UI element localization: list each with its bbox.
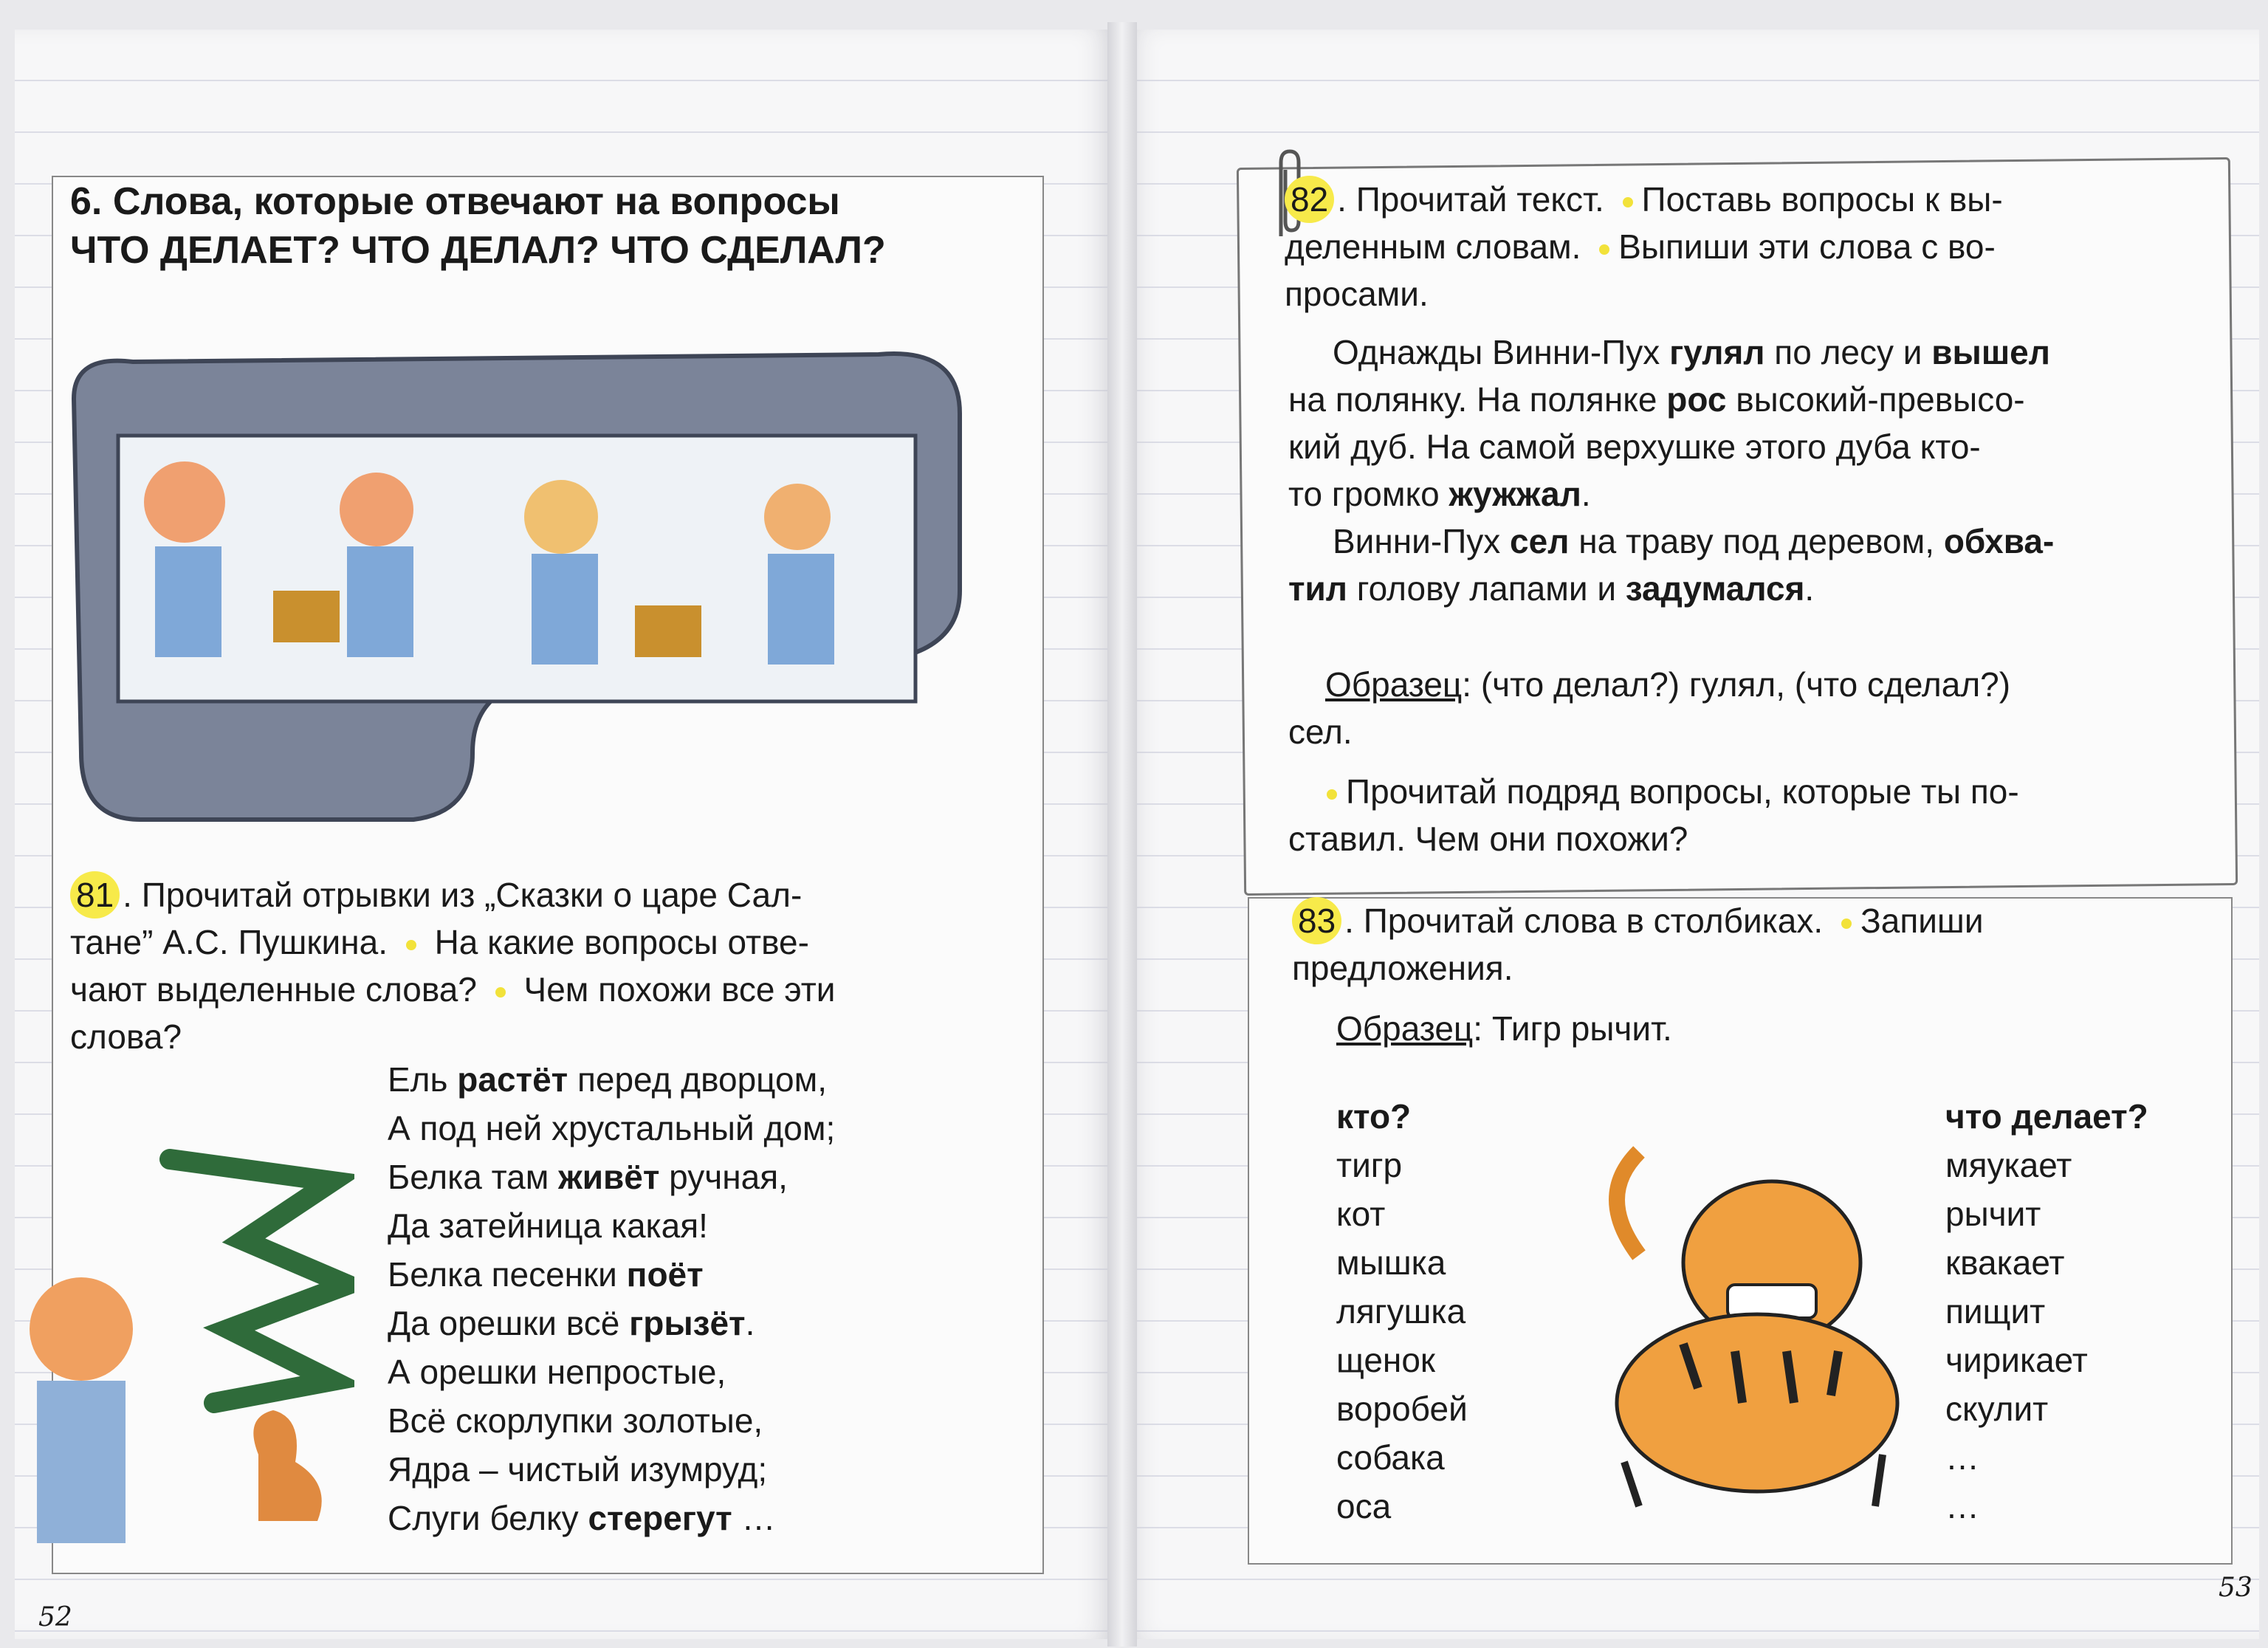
list-item: мяукает [1945,1146,2072,1184]
exercise-83-number: 83 [1292,897,1341,944]
page-number-left: 52 [38,1602,72,1632]
ex81-line2b: На какие вопросы отве- [434,923,809,961]
film-strip-illustration [30,310,1004,827]
exercise-82-number: 82 [1285,176,1334,223]
list-item: воробей [1336,1390,1468,1428]
list-item: … [1945,1438,1979,1477]
sample-label: Образец [1336,1009,1474,1048]
ex82-intro-3: просами. [1285,275,1429,313]
bullet-icon [1327,789,1337,800]
list-item: лягушка [1336,1292,1466,1331]
column-does-what-header: что делает? [1945,1097,2148,1136]
exercise-81 [70,871,1030,1060]
section-title [70,177,1030,275]
ex82-sample: Образец: (что делал?) гулял, (что сделал?) сел. [1288,665,2011,751]
ex82-intro-1b: Поставь вопросы к вы- [1641,180,2003,219]
bullet-icon [495,987,506,998]
column-does-what [1945,1093,2226,1531]
section-title-line2: ЧТО ДЕЛАЕТ? ЧТО ДЕЛАЛ? ЧТО СДЕЛАЛ? [70,229,886,272]
poem-line: Да орешки всё грызёт. [388,1304,755,1342]
ex81-line2a: тане” А.С. Пушкина. [70,923,388,961]
list-item: рычит [1945,1195,2041,1233]
page-number-right: 53 [2219,1573,2252,1603]
ex82-intro-2a: деленным словам. [1285,227,1581,266]
ex81-line1: . Прочитай отрывки из „Сказки о царе Сал- [123,876,803,914]
bullet-icon [1599,244,1609,255]
ex81-line4: слова? [70,1017,182,1056]
poem-line: Слуги белку стерегут … [388,1499,776,1537]
list-item: тигр [1336,1146,1403,1184]
ex81-line3a: чают выделенные слова? [70,970,477,1009]
list-item: собака [1336,1438,1445,1477]
section-title-line1: 6. Слова, которые отвечают на вопросы [70,180,840,223]
list-item: щенок [1336,1341,1436,1379]
tiger-illustration [1550,1137,1949,1521]
column-who-header: кто? [1336,1097,1412,1136]
poem-line: А под ней хрустальный дом; [388,1109,836,1147]
list-item: чирикает [1945,1341,2088,1379]
bullet-icon [1623,197,1633,207]
list-item: … [1945,1487,1979,1525]
list-item: оса [1336,1487,1392,1525]
poem-line: Всё скорлупки золотые, [388,1401,763,1440]
list-item: квакает [1945,1243,2065,1282]
ex81-line3b: Чем похожи все эти [523,970,836,1009]
poem-line: А орешки непростые, [388,1353,726,1391]
bullet-icon [406,940,416,950]
bullet-icon [1841,919,1852,929]
pushkin-poem [388,1056,1015,1543]
poem-line: Да затейница какая! [388,1206,708,1245]
boy-squirrel-tree-illustration [22,1137,354,1551]
sample-label: Образец [1325,665,1463,704]
poem-line: Ядра – чистый изумруд; [388,1450,768,1489]
poem-line: Ель растёт перед дворцом, [388,1060,827,1099]
list-item: кот [1336,1195,1386,1233]
list-item: скулит [1945,1390,2049,1428]
exercise-82 [1285,176,2230,317]
list-item: мышка [1336,1243,1446,1282]
ex82-intro-2b: Выпиши эти слова с во- [1618,227,1996,266]
poem-line: Белка там живёт ручная, [388,1158,788,1196]
column-who [1336,1093,1528,1531]
list-item: пищит [1945,1292,2046,1331]
winnie-text: Однажды Винни-Пух гулял по лесу и вышел на полянку. На полянке рос высокий-превысо- кий дуб. На самой верхушке этого дуба кто- то громко жужжал. Винни-Пух сел на траву под деревом, обхва- тил голову лапами и задумался. [1288,333,2055,608]
exercise-83: 83 . Прочитай слова в столбиках. Запиши предложения. Образец: Тигр рычит. [1292,897,2230,1052]
poem-line: Белка песенки поёт [388,1255,704,1294]
exercise-81-number: 81 [70,871,120,919]
book-gutter [1107,22,1137,1647]
ex82-intro-1: . Прочитай текст. [1337,180,1604,219]
ex82-task2: Прочитай подряд вопросы, которые ты по- ставил. Чем они похожи? [1288,772,2019,858]
